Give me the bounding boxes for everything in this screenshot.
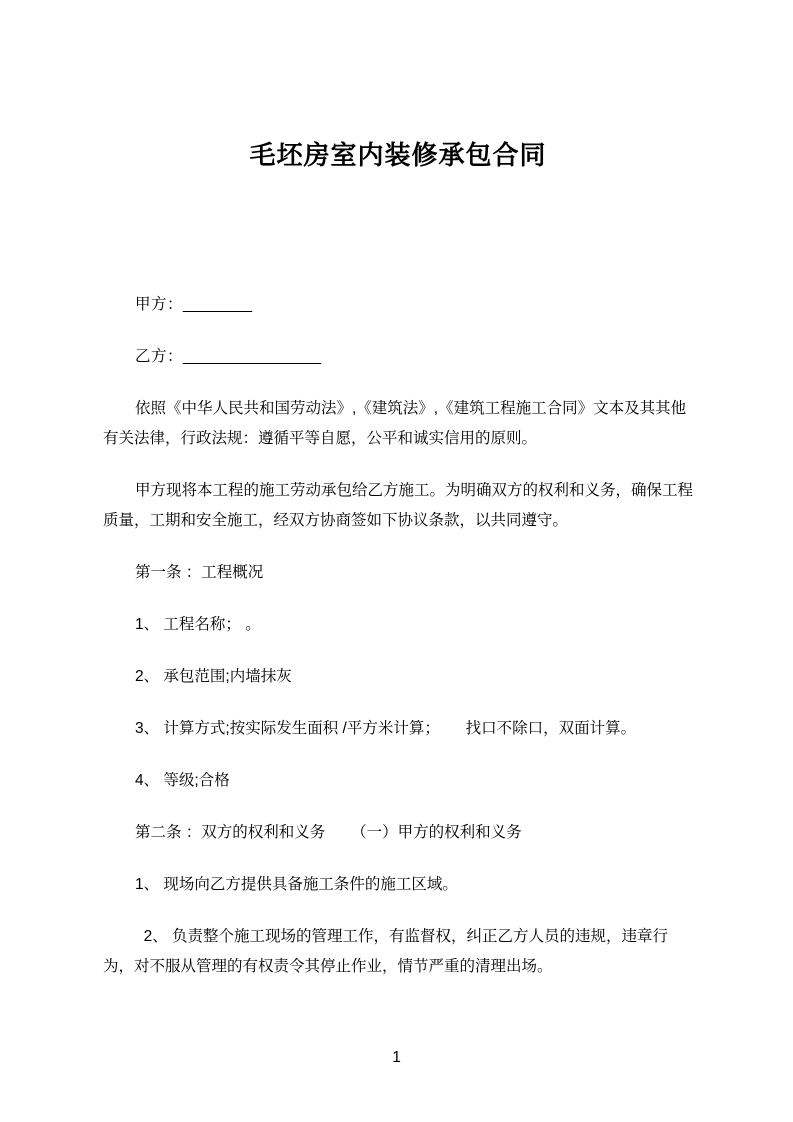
article-1-item-1: 1、 工程名称； 。	[135, 616, 261, 633]
article-2-item-2: 2、 负责整个施工现场的管理工作，有监督权，纠正乙方人员的违规，违章行为，对不服从管理的有权责令其停止作业，情节严重的清理出场。	[103, 928, 669, 975]
party-b-line	[103, 342, 693, 372]
article-2-heading: 第二条 ：双方的权利和义务 （一）甲方的权利和义务	[135, 824, 522, 841]
party-a-blank-field[interactable]: ________	[183, 296, 252, 313]
party-b-blank-field[interactable]: ________________	[183, 348, 321, 365]
article-1-item-2: 2、 承包范围;内墙抹灰	[135, 668, 292, 685]
party-a-line	[103, 290, 693, 320]
page-number: 1	[392, 1049, 401, 1066]
article-1-item-3: 3、 计算方式;按实际发生面积 /平方米计算； 找口不除口，双面计算。	[135, 720, 637, 737]
article-2-item-1: 1、 现场向乙方提供具备施工条件的施工区域。	[135, 876, 458, 893]
preamble-paragraph-1: 依照《中华人民共和国劳动法》,《建筑法》,《建筑工程施工合同》文本及其其他有关法律，行政法规：遵循平等自愿，公平和诚实信用的原则。	[103, 400, 687, 447]
document-title: 毛坯房室内装修承包合同	[249, 140, 547, 170]
article-1-item-4: 4、 等级;合格	[135, 772, 230, 789]
preamble-paragraph-2: 甲方现将本工程的施工劳动承包给乙方施工。为明确双方的权利和义务，确保工程质量，工期和安全施工，经双方协商签如下协议条款，以共同遵守。	[103, 482, 694, 529]
party-a-label: 甲方：	[135, 296, 184, 313]
document-content	[0, 138, 793, 982]
party-b-label: 乙方：	[135, 348, 184, 365]
article-1-heading: 第一条 ：工程概况	[135, 564, 264, 581]
